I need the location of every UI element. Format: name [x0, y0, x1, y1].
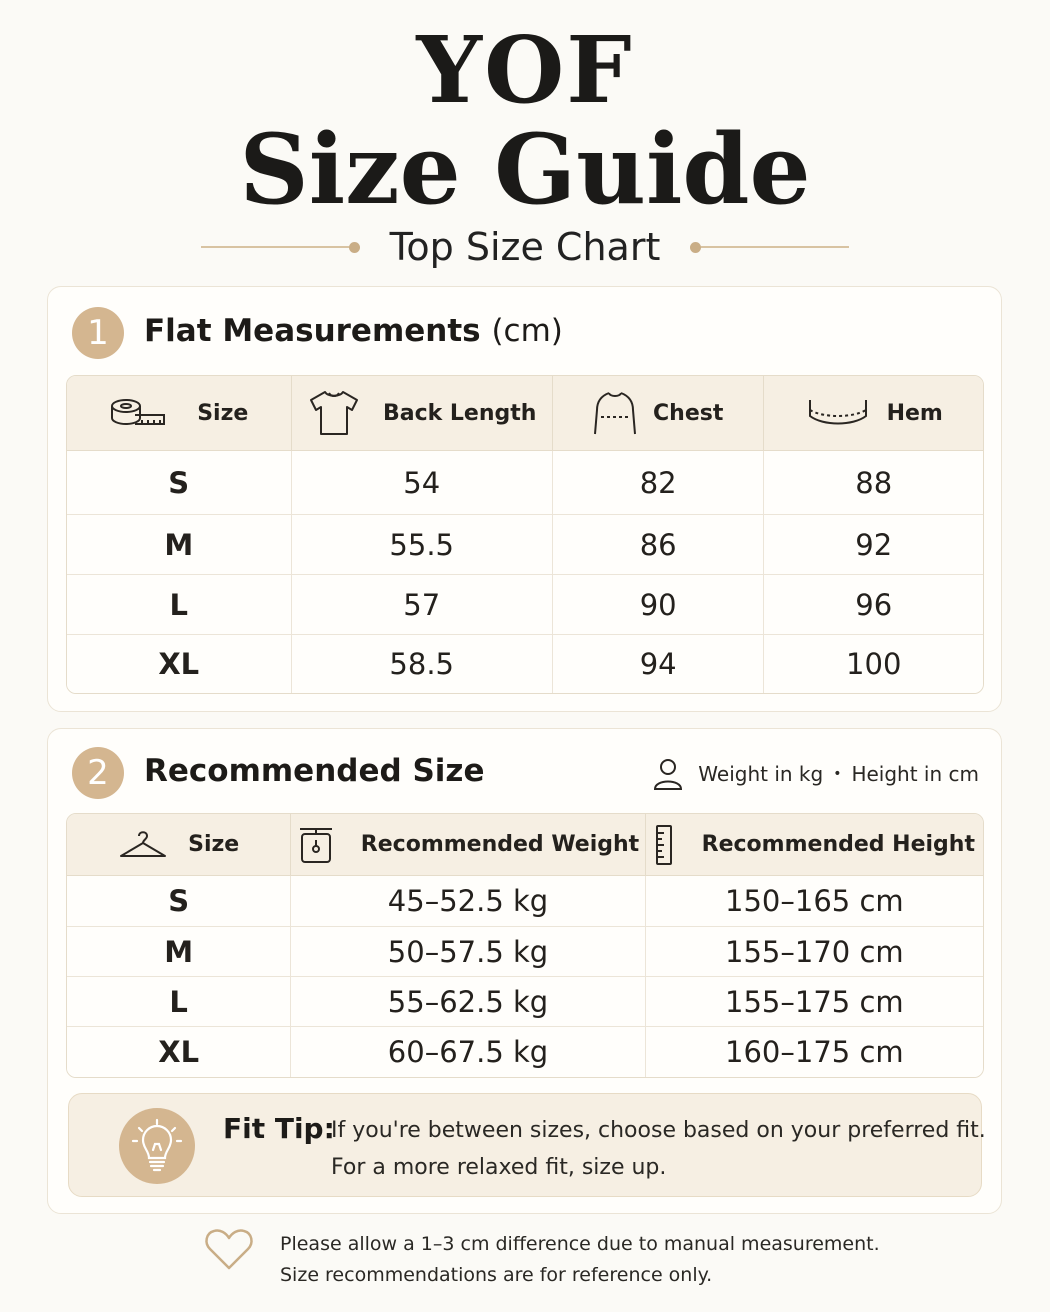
- table-row: [67, 515, 983, 575]
- hem-icon: [805, 396, 871, 430]
- size-cell: L: [67, 977, 291, 1027]
- legend-height: Height in cm: [851, 762, 979, 786]
- scale-icon: [297, 825, 335, 865]
- person-icon: [652, 757, 684, 791]
- hem-cell: 88: [764, 451, 983, 515]
- table-row: [67, 977, 983, 1027]
- heart-icon: [204, 1226, 254, 1272]
- height-cell: 160–175 cm: [646, 1027, 983, 1077]
- section-title-unit: (cm): [491, 313, 563, 349]
- section-title: Recommended Size: [144, 753, 485, 789]
- lightbulb-badge: [119, 1108, 195, 1184]
- chest-icon: [593, 390, 637, 436]
- size-cell: S: [67, 876, 291, 927]
- column-header-label: Recommended Height: [701, 832, 975, 857]
- size-cell: XL: [67, 1027, 291, 1077]
- divider-dot-right: [690, 242, 701, 253]
- column-header-label: Recommended Weight: [360, 832, 640, 857]
- back-length-cell: 57: [292, 575, 553, 635]
- height-cell: 150–165 cm: [646, 876, 983, 927]
- height-cell: 155–170 cm: [646, 927, 983, 977]
- height-cell: 155–175 cm: [646, 977, 983, 1027]
- recommended-size-table: [66, 813, 984, 1078]
- tape-measure-icon: [109, 396, 167, 430]
- column-header-size: [67, 376, 292, 451]
- flat-measurements-table: [66, 375, 984, 694]
- column-header-size: [67, 814, 291, 876]
- column-header-label: Hem: [886, 400, 943, 426]
- column-header-label: Size: [188, 832, 240, 857]
- page-title: Size Guide: [239, 113, 811, 226]
- column-header-back-length: [292, 376, 553, 451]
- column-header-label: Size: [197, 400, 249, 426]
- column-header-chest: [553, 376, 765, 451]
- weight-cell: 45–52.5 kg: [291, 876, 645, 927]
- size-cell: M: [67, 927, 291, 977]
- hem-cell: 96: [764, 575, 983, 635]
- divider-right: [701, 246, 849, 248]
- column-header-recommended-weight: [291, 814, 645, 876]
- fit-tip-box: [68, 1093, 986, 1197]
- section-title: [144, 313, 563, 349]
- back-length-cell: 58.5: [292, 635, 553, 693]
- page-subtitle: Top Size Chart: [389, 225, 661, 269]
- section-title-text: Flat Measurements: [144, 313, 481, 349]
- legend-weight: Weight in kg: [698, 762, 824, 786]
- chest-cell: 90: [553, 575, 765, 635]
- table-header-row: [67, 376, 983, 451]
- size-cell: XL: [67, 635, 292, 693]
- flat-measurements-card: [47, 286, 1002, 712]
- table-row: [67, 635, 983, 693]
- units-legend: [652, 751, 979, 797]
- section-number-badge: 1: [72, 307, 124, 359]
- hem-cell: 100: [764, 635, 983, 693]
- hem-cell: 92: [764, 515, 983, 575]
- chest-cell: 86: [553, 515, 765, 575]
- tshirt-icon: [307, 389, 361, 437]
- column-header-hem: [764, 376, 983, 451]
- section-number-badge: 2: [72, 747, 124, 799]
- table-row: [67, 1027, 983, 1077]
- table-row: [67, 876, 983, 927]
- footer-note-line-2: Size recommendations are for reference only.: [280, 1264, 713, 1286]
- subtitle-row: [0, 222, 1050, 272]
- table-row: [67, 575, 983, 635]
- footer-note-line-1: Please allow a 1–3 cm difference due to manual measurement.: [280, 1233, 880, 1255]
- legend-separator: •: [833, 766, 842, 782]
- chest-cell: 82: [553, 451, 765, 515]
- divider-dot-left: [349, 242, 360, 253]
- size-cell: S: [67, 451, 292, 515]
- divider-left: [201, 246, 349, 248]
- back-length-cell: 55.5: [292, 515, 553, 575]
- back-length-cell: 54: [292, 451, 553, 515]
- hanger-icon: [118, 828, 168, 862]
- lightbulb-icon: [119, 1108, 195, 1184]
- ruler-icon: [654, 824, 674, 866]
- weight-cell: 55–62.5 kg: [291, 977, 645, 1027]
- size-cell: L: [67, 575, 292, 635]
- brand-name: YOF: [416, 16, 634, 124]
- column-header-label: Chest: [653, 400, 724, 426]
- weight-cell: 50–57.5 kg: [291, 927, 645, 977]
- table-header-row: [67, 814, 983, 876]
- recommended-size-card: [47, 728, 1002, 1214]
- weight-cell: 60–67.5 kg: [291, 1027, 645, 1077]
- column-header-label: Back Length: [382, 400, 537, 426]
- column-header-recommended-height: [646, 814, 983, 876]
- fit-tip-label: Fit Tip:: [223, 1112, 335, 1145]
- fit-tip-line-2: For a more relaxed fit, size up.: [331, 1155, 667, 1180]
- table-row: [67, 927, 983, 977]
- size-cell: M: [67, 515, 292, 575]
- table-row: [67, 451, 983, 515]
- fit-tip-line-1: If you're between sizes, choose based on your preferred fit.: [331, 1118, 986, 1143]
- chest-cell: 94: [553, 635, 765, 693]
